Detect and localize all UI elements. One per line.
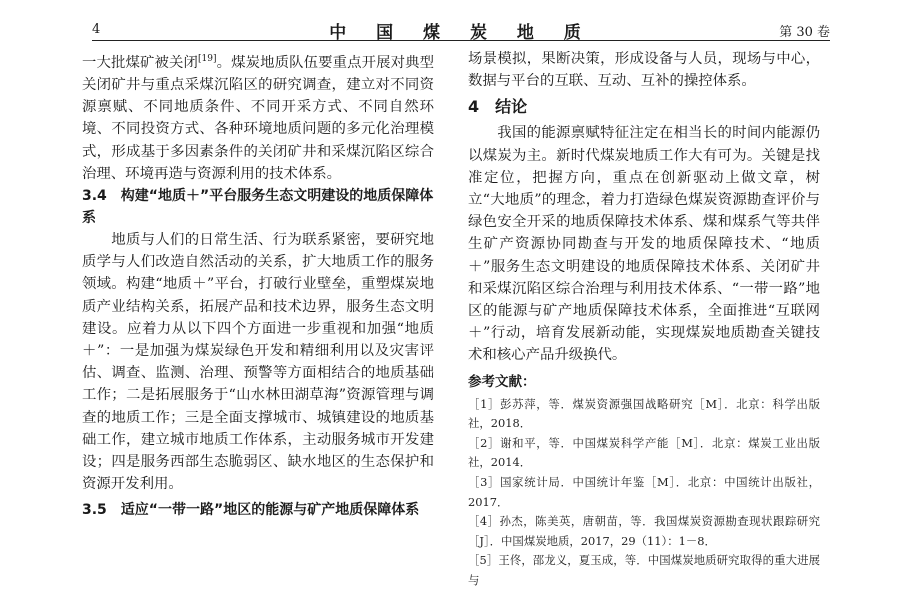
paragraph-3-4 bbox=[82, 229, 434, 495]
volume-label: 第 30 卷 bbox=[779, 25, 830, 40]
right-column bbox=[468, 48, 820, 591]
paragraph-text: 地质与人们的日常生活、行为联系紧密，要研究地质学与人们改造自然活动的关系，扩大地质工作的服务领域。构建“地质＋”平台，打破行业壁垒，重塑煤炭地质产业结构关系，拓展产品和技术边界，服务生态文明建设。应着力从以下四个方面进一步重视和加强“地质＋”：一是加强为煤炭绿色开发和精细利用以及灾害评估、调查、监测、治理、预警等方面相结合的地质基础工作；二是拓展服务于“山水林田湖草海”资源管理与调查的地质工作；三是全面支撑城市、城镇建设的地质基础工作，建立城市地质工作体系，主动服务城市开发建设；四是服务西部生态脆弱区、缺水地区的生态保护和资源开发利用。 bbox=[82, 232, 434, 493]
paragraph-text: 。煤炭地质队伍要重点开展对典型关闭矿井与重点采煤沉陷区的研究调查，建立对不同资源禀赋、不同地质条件、不同开采方式、不同自然环境、不同投资方式、各种环境地质问题的多元化治理模式，形成基于多因素条件的关闭矿井和采煤沉陷区综合治理、环境再造与资源利用的技术体系。 bbox=[82, 54, 434, 182]
section-heading-4: 4 结论 bbox=[468, 97, 528, 117]
paragraph-continued bbox=[82, 48, 434, 185]
subsection-heading-3-4: 3.4 构建“地质＋”平台服务生态文明建设的地质保障体系 bbox=[82, 188, 434, 227]
reference-item: ［5］王佟，邵龙义，夏玉成，等．中国煤炭地质研究取得的重大进展与 bbox=[468, 553, 820, 587]
journal-title: 中 国 煤 炭 地 质 bbox=[329, 23, 593, 43]
reference-item: ［4］孙杰，陈美英，唐朝苗，等．我国煤炭资源勘查现状跟踪研究［J］．中国煤炭地质，2017，29（11）：1－8． bbox=[468, 514, 820, 548]
paragraph-text: 一大批煤矿被关闭 bbox=[82, 54, 198, 71]
running-header bbox=[92, 18, 830, 41]
conclusion-paragraph bbox=[468, 122, 820, 366]
page-number: 4 bbox=[92, 22, 101, 37]
paragraph-text: 我国的能源禀赋特征注定在相当长的时间内能源仍以煤炭为主。新时代煤炭地质工作大有可为。关键是找准定位，把握方向，重点在创新驱动上做文章，树立“大地质”的理念，着力打造绿色煤炭资源勘查评价与绿色安全开采的地质保障技术体系、煤和煤系气等共伴生矿产资源协同勘查与开发的地质保障技术、“地质＋”服务生态文明建设的地质保障技术体系、关闭矿井和采煤沉陷区综合治理与利用技术体系、“一带一路”地区的能源与矿产地质保障技术体系，全面推进“互联网＋”行动，培育发展新动能，实现煤炭地质勘查关键技术和核心产品升级换代。 bbox=[468, 125, 820, 364]
subsection-heading-3-5: 3.5 适应“一带一路”地区的能源与矿产地质保障体系 bbox=[82, 502, 420, 519]
references-heading: 参考文献： bbox=[468, 373, 536, 390]
reference-item: ［1］彭苏萍，等．煤炭资源强国战略研究［M］．北京：科学出版社，2018． bbox=[468, 396, 820, 431]
reference-item: ［3］国家统计局．中国统计年鉴［M］．北京：中国统计出版社，2017． bbox=[468, 475, 820, 509]
paragraph-continued: 场景模拟，果断决策，形成设备与人员，现场与中心，数据与平台的互联、互动、互补的操控体系。 bbox=[468, 51, 820, 90]
left-column bbox=[82, 48, 434, 521]
citation-ref: [19] bbox=[198, 54, 217, 64]
reference-item: ［2］谢和平，等．中国煤炭科学产能［M］．北京：煤炭工业出版社，2014． bbox=[468, 435, 820, 470]
